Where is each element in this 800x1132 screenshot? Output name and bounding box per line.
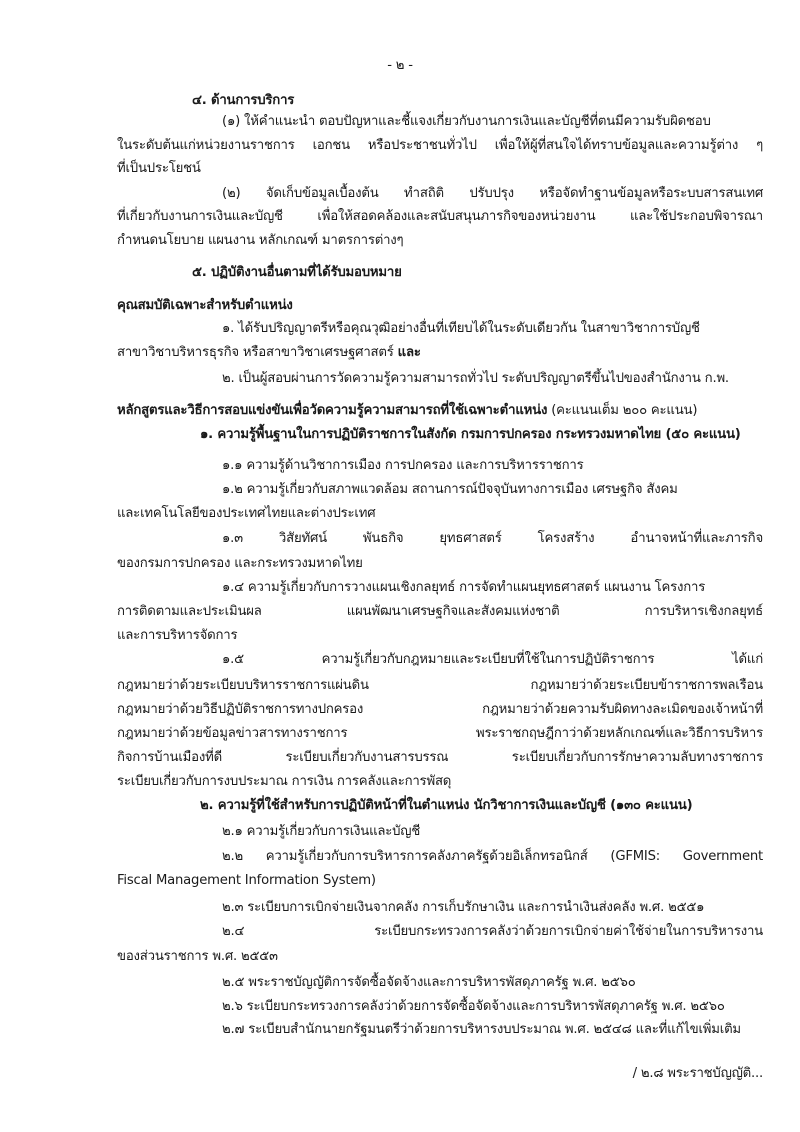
part-1-item-4-line2: การติดตามและประเมินผล แผนพัฒนาเศรษฐกิจและสังคมแห่งชาติ การบริหารเชิงกลยุทธ์ [117,604,763,619]
qualification-1-line2 [117,344,421,362]
part-2-item-4-line1: ๒.๔ ระเบียบกระทรวงการคลังว่าด้วยการเบิกจ่ายค่าใช้จ่ายในการบริหารงาน [222,924,763,939]
part-1-item-5-line1: ๑.๕ ความรู้เกี่ยวกับกฎหมายและระเบียบที่ใช้ในการปฏิบัติราชการ ได้แก่ [222,652,763,667]
section-5-heading: ๕. ปฏิบัติงานอื่นตามที่ได้รับมอบหมาย [192,265,402,280]
part-2-item-2-line1: ๒.๒ ความรู้เกี่ยวกับการบริหารการคลังภาครัฐด้วยอิเล็กทรอนิกส์ (GFMIS: Government [222,849,763,864]
part-2-item-1: ๒.๑ ความรู้เกี่ยวกับการเงินและบัญชี [222,824,421,839]
part-2-item-7: ๒.๗ ระเบียบสำนักนายกรัฐมนตรีว่าด้วยการบริหารงบประมาณ พ.ศ. ๒๕๔๘ และที่แก้ไขเพิ่มเติม [222,1022,741,1037]
qualification-1-line1: ๑. ได้รับปริญญาตรีหรือคุณวุฒิอย่างอื่นที่เทียบได้ในระดับเดียวกัน ในสาขาวิชาการบัญชี [222,321,700,336]
section-4-p2-line3: กำหนดนโยบาย แผนงาน หลักเกณฑ์ มาตรการต่างๆ [117,233,404,248]
curriculum-heading-title: หลักสูตรและวิธีการสอบแข่งขันเพื่อวัดความรู้ความสามารถที่ใช้เฉพาะตำแหน่ง [117,403,548,418]
part-1-item-4-line3: และการบริหารจัดการ [117,628,238,643]
part-2-item-6: ๒.๖ ระเบียบกระทรวงการคลังว่าด้วยการจัดซื้อจัดจ้างและการบริหารพัสดุภาครัฐ พ.ศ. ๒๕๖๐ [222,999,725,1014]
section-4-p1-line1: (๑) ให้คำแนะนำ ตอบปัญหาและชี้แจงเกี่ยวกับงานการเงินและบัญชีที่ตนมีความรับผิดชอบ [222,114,711,129]
qualifications-heading: คุณสมบัติเฉพาะสำหรับตำแหน่ง [117,298,293,313]
continuation-note: / ๒.๘ พระราชบัญญัติ... [632,1066,763,1081]
part-1-item-4-line1: ๑.๔ ความรู้เกี่ยวกับการวางแผนเชิงกลยุทธ์ การจัดทำแผนยุทธศาสตร์ แผนงาน โครงการ [222,580,706,595]
part-2-item-4-line2: ของส่วนราชการ พ.ศ. ๒๕๕๓ [117,949,278,964]
part-1-item-3-line1: ๑.๓ วิสัยทัศน์ พันธกิจ ยุทธศาสตร์ โครงสร้าง อำนาจหน้าที่และภารกิจ [222,531,763,546]
qualification-2: ๒. เป็นผู้สอบผ่านการวัดความรู้ความสามารถทั่วไป ระดับปริญญาตรีขึ้นไปของสำนักงาน ก.พ. [222,371,729,386]
part-2-heading: ๒. ความรู้ที่ใช้สำหรับการปฏิบัติหน้าที่ในตำแหน่ง นักวิชาการเงินและบัญชี (๑๓๐ คะแนน) [200,798,693,813]
part-1-item-5-line2: กฎหมายว่าด้วยระเบียบบริหารราชการแผ่นดิน กฎหมายว่าด้วยระเบียบข้าราชการพลเรือน [117,678,763,693]
part-1-item-5-line4: กฎหมายว่าด้วยข้อมูลข่าวสารทางราชการ พระราชกฤษฎีกาว่าด้วยหลักเกณฑ์และวิธีการบริหาร [117,726,763,741]
curriculum-heading [117,402,697,420]
section-4-p2-line1: (๒) จัดเก็บข้อมูลเบื้องต้น ทำสถิติ ปรับปรุง หรือจัดทำฐานข้อมูลหรือระบบสารสนเทศ [222,186,763,201]
section-4-p1-line3: ที่เป็นประโยชน์ [117,161,201,176]
section-4-p1-line2: ในระดับต้นแก่หน่วยงานราชการ เอกชน หรือประชาชนทั่วไป เพื่อให้ผู้ที่สนใจได้ทราบข้อมูลและความรู้ต่าง ๆ [117,138,763,153]
section-4-p2-line2: ที่เกี่ยวกับงานการเงินและบัญชี เพื่อให้สอดคล้องและสนับสนุนภารกิจของหน่วยงาน และใช้ประกอบพิจารณา [117,209,763,224]
part-2-item-3: ๒.๓ ระเบียบการเบิกจ่ายเงินจากคลัง การเก็บรักษาเงิน และการนำเงินส่งคลัง พ.ศ. ๒๕๕๑ [222,900,705,915]
part-1-item-2-line1: ๑.๒ ความรู้เกี่ยวกับสภาพแวดล้อม สถานการณ์ปัจจุบันทางการเมือง เศรษฐกิจ สังคม [222,482,678,497]
part-1-item-5-line5: กิจการบ้านเมืองที่ดี ระเบียบเกี่ยวกับงานสารบรรณ ระเบียบเกี่ยวกับการรักษาความลับทางราชการ [117,750,763,765]
part-1-item-5-line3: กฎหมายว่าด้วยวิธีปฏิบัติราชการทางปกครอง กฎหมายว่าด้วยความรับผิดทางละเมิดของเจ้าหน้าที่ [117,702,763,717]
part-1-item-2-line2: และเทคโนโลยีของประเทศไทยและต่างประเทศ [117,506,376,521]
part-2-item-5: ๒.๕ พระราชบัญญัติการจัดซื้อจัดจ้างและการบริหารพัสดุภาครัฐ พ.ศ. ๒๕๖๐ [222,975,636,990]
part-1-heading: ๑. ความรู้พื้นฐานในการปฏิบัติราชการในสังกัด กรมการปกครอง กระทรวงมหาดไทย (๕๐ คะแนน) [200,427,741,442]
part-1-item-1: ๑.๑ ความรู้ด้านวิชาการเมือง การปกครอง และการบริหารราชการ [222,458,584,473]
section-4-heading: ๔. ด้านการบริการ [192,93,295,108]
page-number: - ๒ - [387,58,413,73]
qualification-1-text: สาขาวิชาบริหารธุรกิจ หรือสาขาวิชาเศรษฐศาสตร์ [117,345,394,360]
part-1-item-5-line6: ระเบียบเกี่ยวกับการงบประมาณ การเงิน การคลังและการพัสดุ [117,774,452,789]
part-2-item-2-line2: Fiscal Management Information System) [117,873,376,888]
curriculum-heading-score: (คะแนนเต็ม ๒๐๐ คะแนน) [551,403,698,418]
qualification-and-connector: และ [397,345,421,360]
part-1-item-3-line2: ของกรมการปกครอง และกระทรวงมหาดไทย [117,556,363,571]
